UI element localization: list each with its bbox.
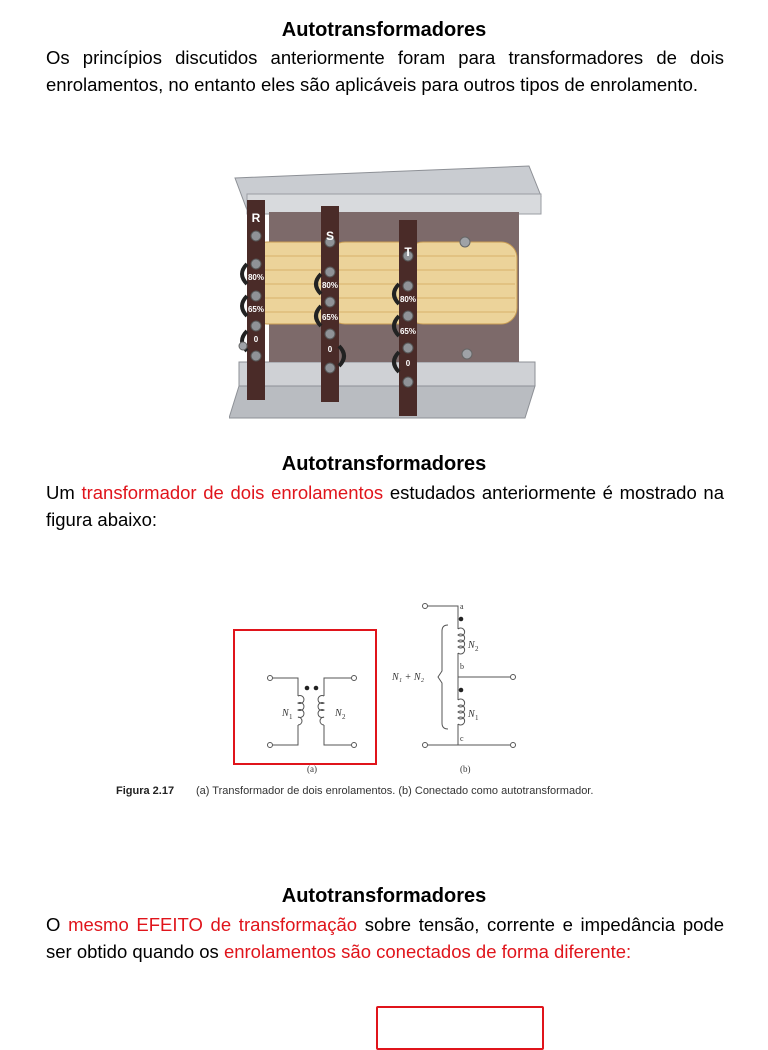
red-highlight-box — [234, 630, 376, 764]
section-title-2: Autotransformadores — [281, 453, 487, 475]
svg-text:1: 1 — [289, 713, 293, 721]
terminal-label-s: S — [325, 229, 335, 243]
svg-text:N: N — [335, 708, 342, 719]
figure-2-17 — [110, 595, 680, 810]
tap-label: 0 — [253, 335, 259, 344]
figure-caption-text: (a) Transformador de dois enrolamentos. (b) Conectado como autotransformador. — [196, 785, 594, 797]
intro-paragraph: Os princípios discutidos anteriormente foram para transformadores de dois enrolamentos, no entanto eles são aplicáveis para outros tipos de enrolamento. — [46, 47, 724, 95]
svg-text:N₁ + N₂: N₁ + N₂ — [392, 672, 425, 683]
svg-text:N: N — [468, 640, 475, 651]
tap-label: 65% — [321, 313, 339, 322]
terminal-label-t: T — [404, 245, 412, 259]
autotransformer-photo — [229, 156, 545, 434]
tap-label: 65% — [399, 327, 417, 336]
red-highlight-box-bottom — [376, 1006, 544, 1050]
section-title-1: Autotransformadores — [281, 19, 487, 41]
tap-label: 65% — [247, 305, 265, 314]
highlight-text: enrolamentos são conectados de forma diferente: — [223, 940, 632, 962]
subfigure-a-label: (a) — [307, 764, 317, 774]
svg-text:2: 2 — [475, 645, 479, 653]
figure-caption-label: Figura 2.17 — [116, 785, 175, 797]
tap-label: 0 — [327, 345, 333, 354]
paragraph-2: Um transformador de dois enrolamentos estudados anteriormente é mostrado na figura abaixo: — [46, 482, 724, 530]
highlight-text: transformador de dois enrolamentos — [81, 482, 384, 503]
svg-text:N: N — [468, 709, 475, 720]
tap-label: 80% — [399, 295, 417, 304]
svg-text:a: a — [460, 602, 464, 611]
svg-text:c: c — [460, 734, 464, 743]
tap-label: 80% — [247, 273, 265, 282]
section-title-3: Autotransformadores — [281, 885, 487, 907]
subfigure-b-label: (b) — [460, 764, 471, 774]
paragraph-3: O mesmo EFEITO de transformação sobre tensão, corrente e impedância pode ser obtido quando os enrolamentos são conectados de forma diferente: — [46, 914, 725, 962]
tap-label: 0 — [405, 359, 411, 368]
terminal-label-r: R — [251, 211, 261, 225]
svg-text:2: 2 — [342, 713, 346, 721]
svg-text:1: 1 — [475, 714, 479, 722]
highlight-text: mesmo EFEITO de transformação — [68, 914, 358, 935]
tap-label: 80% — [321, 281, 339, 290]
svg-text:N: N — [282, 708, 289, 719]
svg-text:b: b — [460, 662, 464, 671]
